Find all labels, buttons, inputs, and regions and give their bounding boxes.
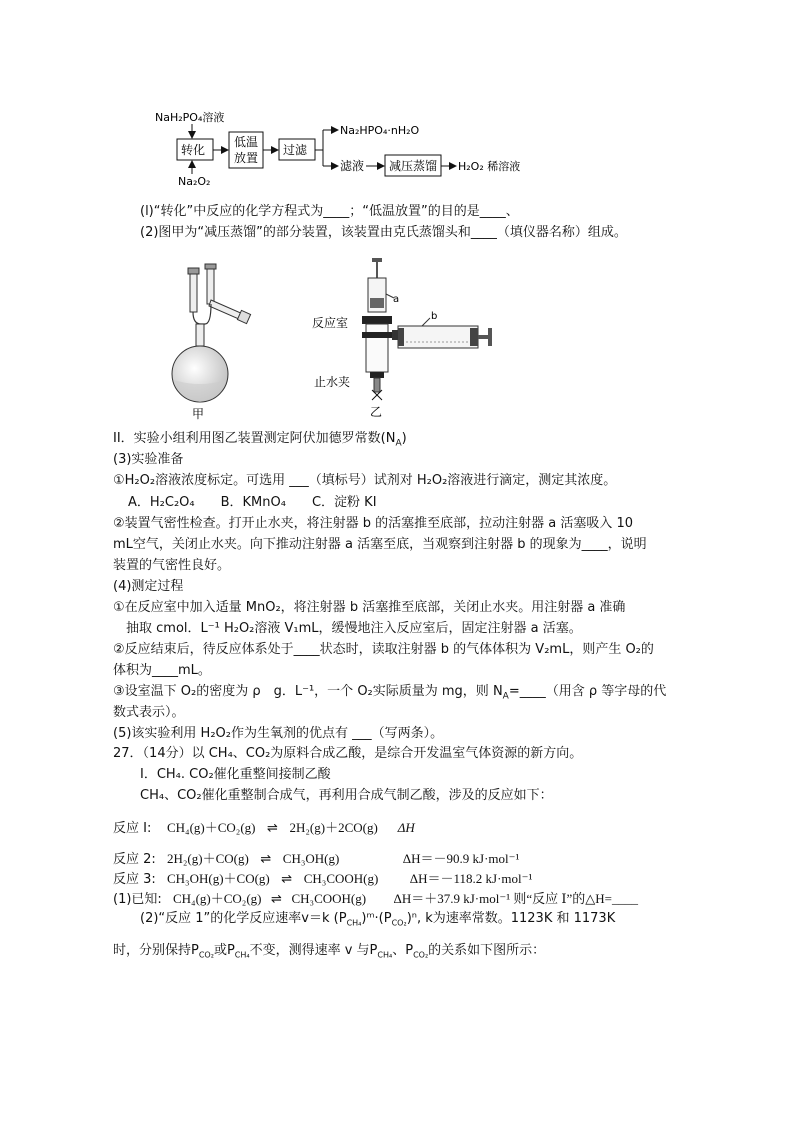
step-3-2a: ②装置气密性检查。打开止水夹，将注射器 b 的活塞推至底部，拉动注射器 a 活塞吸入 10	[113, 516, 634, 531]
label-b: b	[431, 311, 438, 322]
question-27-2-cont: 时，分别保持$P_{CO_2}$或$P_{CH_4}$不变，测得速率 v 与$P_{CH_4}$、$P_{CO_2}$的关系如下图所示：	[113, 943, 546, 960]
step-3-1: ①H₂O₂溶液浓度标定。可选用 ___（填标号）试剂对 H₂O₂溶液进行滴定，测定其浓度。	[113, 473, 617, 488]
flow-guolv: 过滤	[283, 143, 308, 157]
q27-intro: 27．（14分）以 CH₄、CO₂为原料合成乙酸，是综合开发温室气体资源的新方向。	[113, 746, 583, 761]
apparatus-yi	[310, 256, 510, 422]
flow-diwen1: 低温	[234, 135, 259, 149]
question-27-1: (1)已知: CH₄(g)＋CO₂(g) ⇌ CH₃COOH(g) ΔH＝＋37.9 kJ·mol⁻¹ 则“反应 Ⅰ”的△H=____	[113, 891, 639, 907]
flow-nah2po4: NaH₂PO₄溶液	[155, 111, 225, 124]
flow-zhuanhua: 转化	[181, 143, 206, 157]
step-3-2c: 装置的气密性良好。	[113, 558, 231, 573]
apparatus-jia	[165, 262, 265, 422]
step-4-2a: ②反应结束后，待反应体系处于____状态时，读取注射器 b 的气体体积为 V₂mL，则产生 O₂的	[113, 642, 654, 657]
label-reaction-room: 反应室	[312, 316, 349, 330]
equilibrium-arrow: ⇌	[260, 852, 272, 867]
label-jia: 甲	[192, 407, 205, 421]
options-3-1: A．H₂C₂O₄ B．KMnO₄ C．淀粉 KI	[128, 495, 377, 510]
flow-jianya: 减压蒸馏	[389, 159, 438, 173]
question-1: (l)“转化”中反应的化学方程式为____；“低温放置”的目的是____、	[140, 204, 519, 219]
step-3-2b: mL空气，关闭止水夹。向下推动注射器 a 活塞至底，当观察到注射器 b 的现象为____，说明	[113, 537, 647, 552]
reaction-1: 反应 Ⅰ: CH₄(g)＋CO₂(g) ⇌ 2H₂(g)＋2CO(g) ΔH	[113, 820, 415, 836]
equilibrium-arrow: ⇌	[271, 892, 282, 907]
step-4-3a: ③设室温下 O₂的密度为 ρ g．L⁻¹，一个 O₂实际质量为 mg，则 $N_A=\_\_\_\_$（用含 ρ 等字母的代	[113, 684, 667, 702]
step-4-2b: 体积为____mL。	[113, 663, 211, 678]
q27-sec1: Ⅰ．CH₄. CO₂催化重整间接制乙酸	[140, 767, 331, 782]
q27-sec1b: CH₄、CO₂催化重整制合成气，再利用合成气制乙酸，涉及的反应如下：	[140, 788, 553, 803]
equilibrium-arrow: ⇌	[281, 872, 293, 887]
flow-diwen2: 放置	[234, 151, 259, 165]
section-3: (3)实验准备	[113, 452, 184, 467]
equilibrium-arrow: ⇌	[267, 821, 278, 836]
flow-lvye: 滤液	[340, 159, 365, 173]
section-4: (4)测定过程	[113, 579, 184, 594]
step-4-3b: 数式表示）。	[113, 705, 185, 720]
reaction-3: 反应 3: CH₃OH(g)＋CO(g) ⇌ CH₃COOH(g) ΔH＝－118.2 kJ·mol⁻¹	[113, 871, 533, 887]
question-2: (2)图甲为“减压蒸馏”的部分装置，该装置由克氏蒸馏头和____（填仪器名称）组成。	[140, 225, 627, 240]
flow-chart	[150, 108, 570, 190]
label-a: a	[393, 294, 400, 305]
section-5: (5)该实验利用 H₂O₂作为生氧剂的优点有 ___（写两条）。	[113, 726, 444, 741]
part2-title: II．实验小组利用图乙装置测定阿伏加德罗常数$(N_A)$	[113, 431, 407, 449]
step-4-1a: ①在反应室中加入适量 MnO₂，将注射器 b 活塞推至底部，关闭止水夹。用注射器 a 准确	[113, 600, 626, 615]
step-4-1b: 抽取 cmol．L⁻¹ H₂O₂溶液 V₁mL，缓慢地注入反应室后，固定注射器 a 活塞。	[113, 621, 582, 636]
flow-na2o2: Na₂O₂	[178, 175, 211, 188]
label-yi: 乙	[370, 405, 383, 419]
reaction-2: 反应 2: 2H₂(g)＋CO(g) ⇌ CH₃OH(g) ΔH＝－90.9 kJ·mol⁻¹	[113, 851, 520, 867]
flow-h2o2: H₂O₂ 稀溶液	[458, 160, 521, 173]
question-27-2: (2)“反应 1”的化学反应速率v＝k $(P_{CH_4})ᵐ\cdot(P_{CO_2})^n$, k为速率常数。1123K 和 1173K	[140, 911, 616, 928]
flow-product: Na₂HPO₄·nH₂O	[340, 124, 420, 137]
label-clamp: 止水夹	[314, 375, 351, 389]
